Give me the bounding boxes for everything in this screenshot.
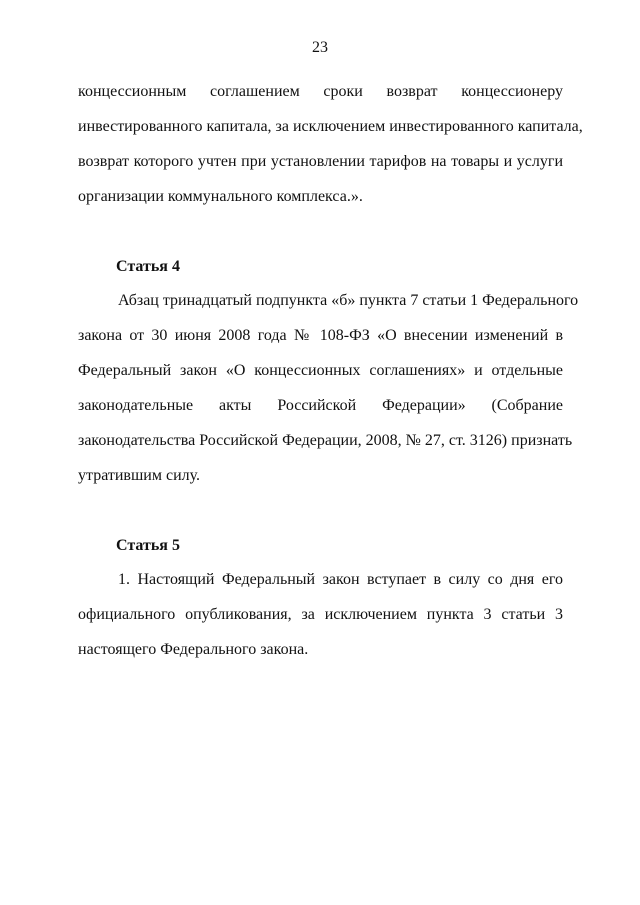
text-line: 1. Настоящий Федеральный закон вступает в силу со дня его [118,571,563,588]
text-line: инвестированного капитала, за исключением инвестированного капитала, [78,118,583,135]
article-4-heading: Статья 4 [116,258,180,275]
text-line: законодательные акты Российской Федерации» (Собрание [78,397,563,414]
page-number: 23 [312,39,328,56]
text-line: законодательства Российской Федерации, 2008, № 27, ст. 3126) признать [78,432,573,449]
text-line: концессионным соглашением сроки возврат концессионеру [78,83,563,100]
text-line: закона от 30 июня 2008 года № 108-ФЗ «О внесении изменений в [78,327,563,344]
text-line: Абзац тринадцатый подпункта «б» пункта 7 статьи 1 Федерального [118,292,579,309]
article-5-heading: Статья 5 [116,537,180,554]
text-line: утратившим силу. [78,467,201,484]
text-line: Федеральный закон «О концессионных соглашениях» и отдельные [78,362,563,379]
text-line: организации коммунального комплекса.». [78,188,363,205]
text-line: официального опубликования, за исключением пункта 3 статьи 3 [78,606,563,623]
text-line: возврат которого учтен при установлении тарифов на товары и услуги [78,153,563,170]
text-line: настоящего Федерального закона. [78,641,309,658]
